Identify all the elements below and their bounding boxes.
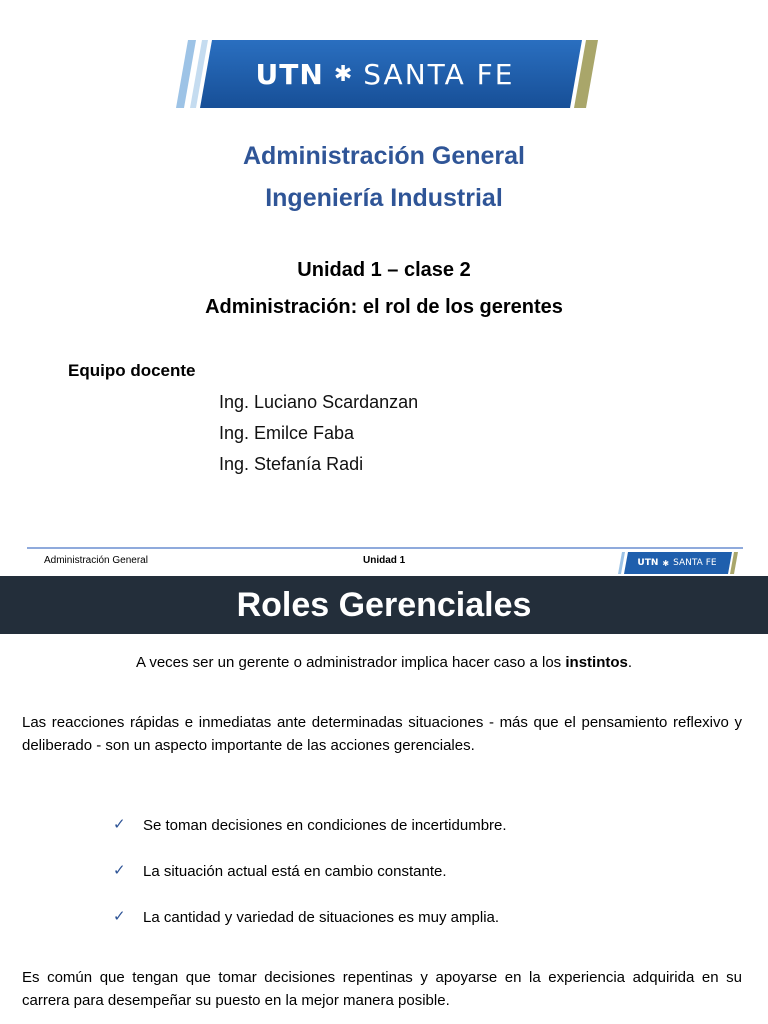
footer-course-name: Administración General bbox=[44, 555, 148, 566]
intro-text: A veces ser un gerente o administrador implica hacer caso a los bbox=[135, 654, 566, 671]
unit-subtitle: Unidad 1 – clase 2 bbox=[297, 259, 471, 281]
paragraph-reactions: Las reacciones rápidas e inmediatas ante determinadas situaciones - más que el pensamiento reflexivo y deliberado - son un aspecto importante de las acciones gerenciales. bbox=[22, 714, 742, 754]
list-item bbox=[113, 815, 507, 861]
footer-logo-city: SANTA FE bbox=[673, 558, 717, 568]
list-item bbox=[113, 861, 507, 907]
list-item-text: La situación actual está en cambio constante. bbox=[143, 863, 447, 880]
footer-divider bbox=[27, 547, 743, 549]
team-member: Ing. Stefanía Radi bbox=[219, 454, 364, 474]
intro-emphasis: instintos bbox=[565, 654, 628, 671]
utn-santa-fe-logo bbox=[170, 40, 600, 108]
footer-logo-wordmark bbox=[616, 552, 738, 574]
logo-utn-text: UTN bbox=[255, 57, 324, 91]
footer-utn-emblem-icon: ✱ bbox=[662, 558, 670, 568]
check-list bbox=[113, 815, 507, 953]
intro-sentence bbox=[0, 654, 768, 671]
utn-emblem-icon: ✱ bbox=[333, 61, 354, 87]
career-title: Ingeniería Industrial bbox=[265, 184, 503, 212]
slide-header bbox=[0, 576, 768, 634]
team-label: Equipo docente bbox=[68, 361, 196, 380]
topic-subtitle: Administración: el rol de los gerentes bbox=[205, 296, 563, 318]
list-item-text: Se toman decisiones en condiciones de incertidumbre. bbox=[143, 817, 507, 834]
course-title: Administración General bbox=[242, 142, 526, 170]
footer-unit: Unidad 1 bbox=[363, 555, 406, 566]
team-member: Ing. Luciano Scardanzan bbox=[219, 392, 419, 412]
list-item-text: La cantidad y variedad de situaciones es muy amplia. bbox=[143, 909, 500, 926]
intro-period: . bbox=[627, 654, 633, 671]
team-list bbox=[219, 390, 418, 483]
logo-wordmark bbox=[170, 40, 600, 108]
slide-title: Roles Gerenciales bbox=[236, 585, 532, 624]
footer-logo bbox=[616, 552, 738, 574]
check-icon: ✓ bbox=[113, 908, 126, 925]
logo-city-text: SANTA FE bbox=[363, 57, 515, 91]
paragraph-experience: Es común que tengan que tomar decisiones repentinas y apoyarse en la experiencia adquirida en su carrera para desempeñar su puesto en la mejor manera posible. bbox=[22, 969, 742, 1009]
team-member: Ing. Emilce Faba bbox=[219, 423, 355, 443]
check-icon: ✓ bbox=[113, 862, 126, 879]
check-icon: ✓ bbox=[113, 816, 126, 833]
footer-logo-utn: UTN bbox=[637, 558, 659, 568]
list-item bbox=[113, 907, 507, 953]
